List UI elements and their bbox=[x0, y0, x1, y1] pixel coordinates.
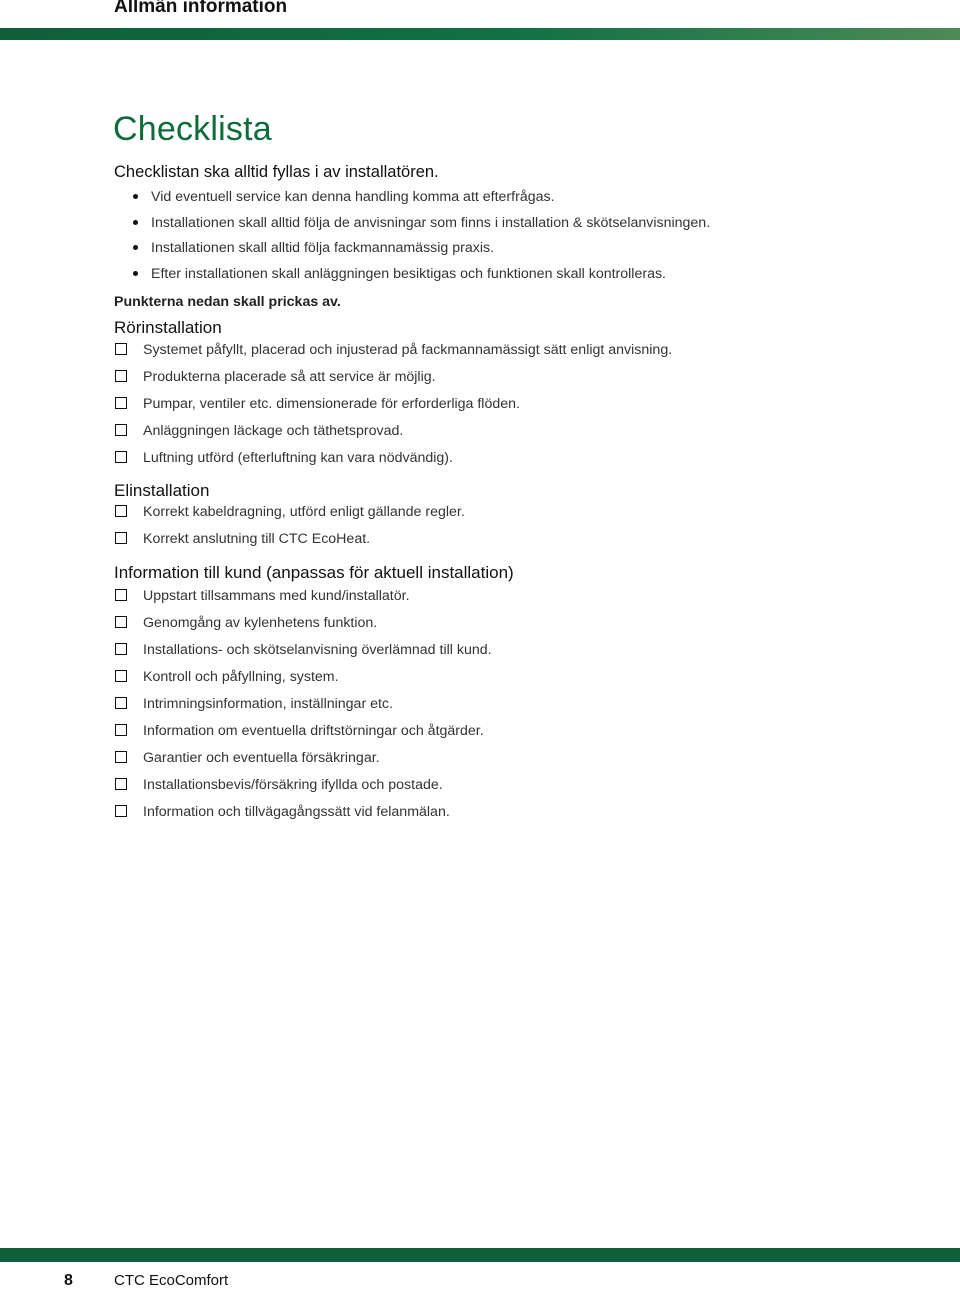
checkbox-icon[interactable] bbox=[115, 724, 127, 736]
checklist-item[interactable] bbox=[114, 721, 492, 748]
checkbox-icon[interactable] bbox=[115, 697, 127, 709]
page-number: 8 bbox=[64, 1272, 73, 1289]
checklist-text: Uppstart tillsammans med kund/installatör. bbox=[143, 588, 410, 604]
checkbox-icon[interactable] bbox=[115, 643, 127, 655]
checkbox-icon[interactable] bbox=[115, 616, 127, 628]
bullet-list bbox=[114, 187, 710, 289]
page-title: Checklista bbox=[113, 110, 272, 148]
checklist-item[interactable] bbox=[114, 421, 672, 448]
checklist-text: Installationsbevis/försäkring ifyllda och postade. bbox=[143, 777, 443, 793]
checkbox-icon[interactable] bbox=[115, 505, 127, 517]
checkbox-icon[interactable] bbox=[115, 424, 127, 436]
checklist-ror bbox=[114, 340, 672, 475]
section-heading-el: Elinstallation bbox=[114, 481, 210, 500]
checklist-item[interactable] bbox=[114, 340, 672, 367]
checkbox-icon[interactable] bbox=[115, 397, 127, 409]
bullet-icon bbox=[133, 245, 138, 250]
checklist-item[interactable] bbox=[114, 394, 672, 421]
checklist-item[interactable] bbox=[114, 802, 492, 829]
section-heading-kund: Information till kund (anpassas för aktuell installation) bbox=[114, 563, 514, 582]
checklist-item[interactable] bbox=[114, 529, 465, 556]
checklist-text: Genomgång av kylenhetens funktion. bbox=[143, 615, 378, 631]
bullet-item bbox=[114, 187, 710, 213]
checklist-text: Intrimningsinformation, inställningar etc. bbox=[143, 696, 393, 712]
checklist-text: Information och tillvägagångssätt vid felanmälan. bbox=[143, 804, 450, 820]
bullet-icon bbox=[133, 271, 138, 276]
checklist-text: Garantier och eventuella försäkringar. bbox=[143, 750, 380, 766]
checklist-text: Korrekt anslutning till CTC EcoHeat. bbox=[143, 531, 371, 547]
checkbox-icon[interactable] bbox=[115, 343, 127, 355]
checklist-item[interactable] bbox=[114, 667, 492, 694]
product-name: CTC EcoComfort bbox=[114, 1272, 229, 1289]
bullet-text: Efter installationen skall anläggningen besiktigas och funktionen skall kontrolleras. bbox=[151, 265, 666, 282]
bullet-text: Installationen skall alltid följa de anvisningar som finns i installation & skötselanvisningen. bbox=[151, 214, 711, 231]
checklist-text: Information om eventuella driftstörningar och åtgärder. bbox=[143, 723, 484, 739]
checkbox-icon[interactable] bbox=[115, 451, 127, 463]
bullet-text: Installationen skall alltid följa fackmannamässig praxis. bbox=[151, 240, 495, 256]
checklist-text: Produkterna placerade så att service är möjlig. bbox=[143, 369, 436, 385]
checkbox-icon[interactable] bbox=[115, 778, 127, 790]
checklist-text: Korrekt kabeldragning, utförd enligt gällande regler. bbox=[143, 504, 465, 520]
section-heading-ror: Rörinstallation bbox=[114, 318, 222, 337]
checkbox-icon[interactable] bbox=[115, 751, 127, 763]
checklist-text: Systemet påfyllt, placerad och injusterad på fackmannamässigt sätt enligt anvisning. bbox=[143, 342, 673, 358]
checklist-text: Luftning utförd (efterluftning kan vara nödvändig). bbox=[143, 450, 453, 466]
checklist-kund bbox=[114, 586, 492, 829]
checkbox-icon[interactable] bbox=[115, 805, 127, 817]
bullet-text: Vid eventuell service kan denna handling komma att efterfrågas. bbox=[151, 189, 555, 205]
bullet-item bbox=[114, 238, 710, 264]
checklist-item[interactable] bbox=[114, 640, 492, 667]
checklist-text: Anläggningen läckage och täthetsprovad. bbox=[143, 423, 404, 439]
checklist-text: Installations- och skötselanvisning överlämnad till kund. bbox=[143, 642, 492, 658]
checkbox-icon[interactable] bbox=[115, 670, 127, 682]
checkbox-icon[interactable] bbox=[115, 370, 127, 382]
checkbox-icon[interactable] bbox=[115, 532, 127, 544]
bullet-icon bbox=[133, 194, 138, 199]
checklist-text: Pumpar, ventiler etc. dimensionerade för erforderliga flöden. bbox=[143, 396, 520, 412]
header-bar bbox=[0, 28, 960, 40]
checklist-item[interactable] bbox=[114, 367, 672, 394]
checklist-item[interactable] bbox=[114, 586, 492, 613]
bullet-item bbox=[114, 213, 710, 239]
bullet-item bbox=[114, 264, 710, 290]
checklist-item[interactable] bbox=[114, 694, 492, 721]
checklist-item[interactable] bbox=[114, 613, 492, 640]
checklist-el bbox=[114, 502, 465, 556]
intro-text: Checklistan ska alltid fyllas i av installatören. bbox=[114, 163, 439, 181]
checklist-item[interactable] bbox=[114, 775, 492, 802]
bullet-icon bbox=[133, 220, 138, 225]
checkbox-icon[interactable] bbox=[115, 589, 127, 601]
checklist-item[interactable] bbox=[114, 502, 465, 529]
instruction-note: Punkterna nedan skall prickas av. bbox=[114, 294, 341, 310]
header-title: Allmän information bbox=[114, 0, 288, 17]
checklist-item[interactable] bbox=[114, 748, 492, 775]
checklist-text: Kontroll och påfyllning, system. bbox=[143, 669, 339, 685]
checklist-item[interactable] bbox=[114, 448, 672, 475]
